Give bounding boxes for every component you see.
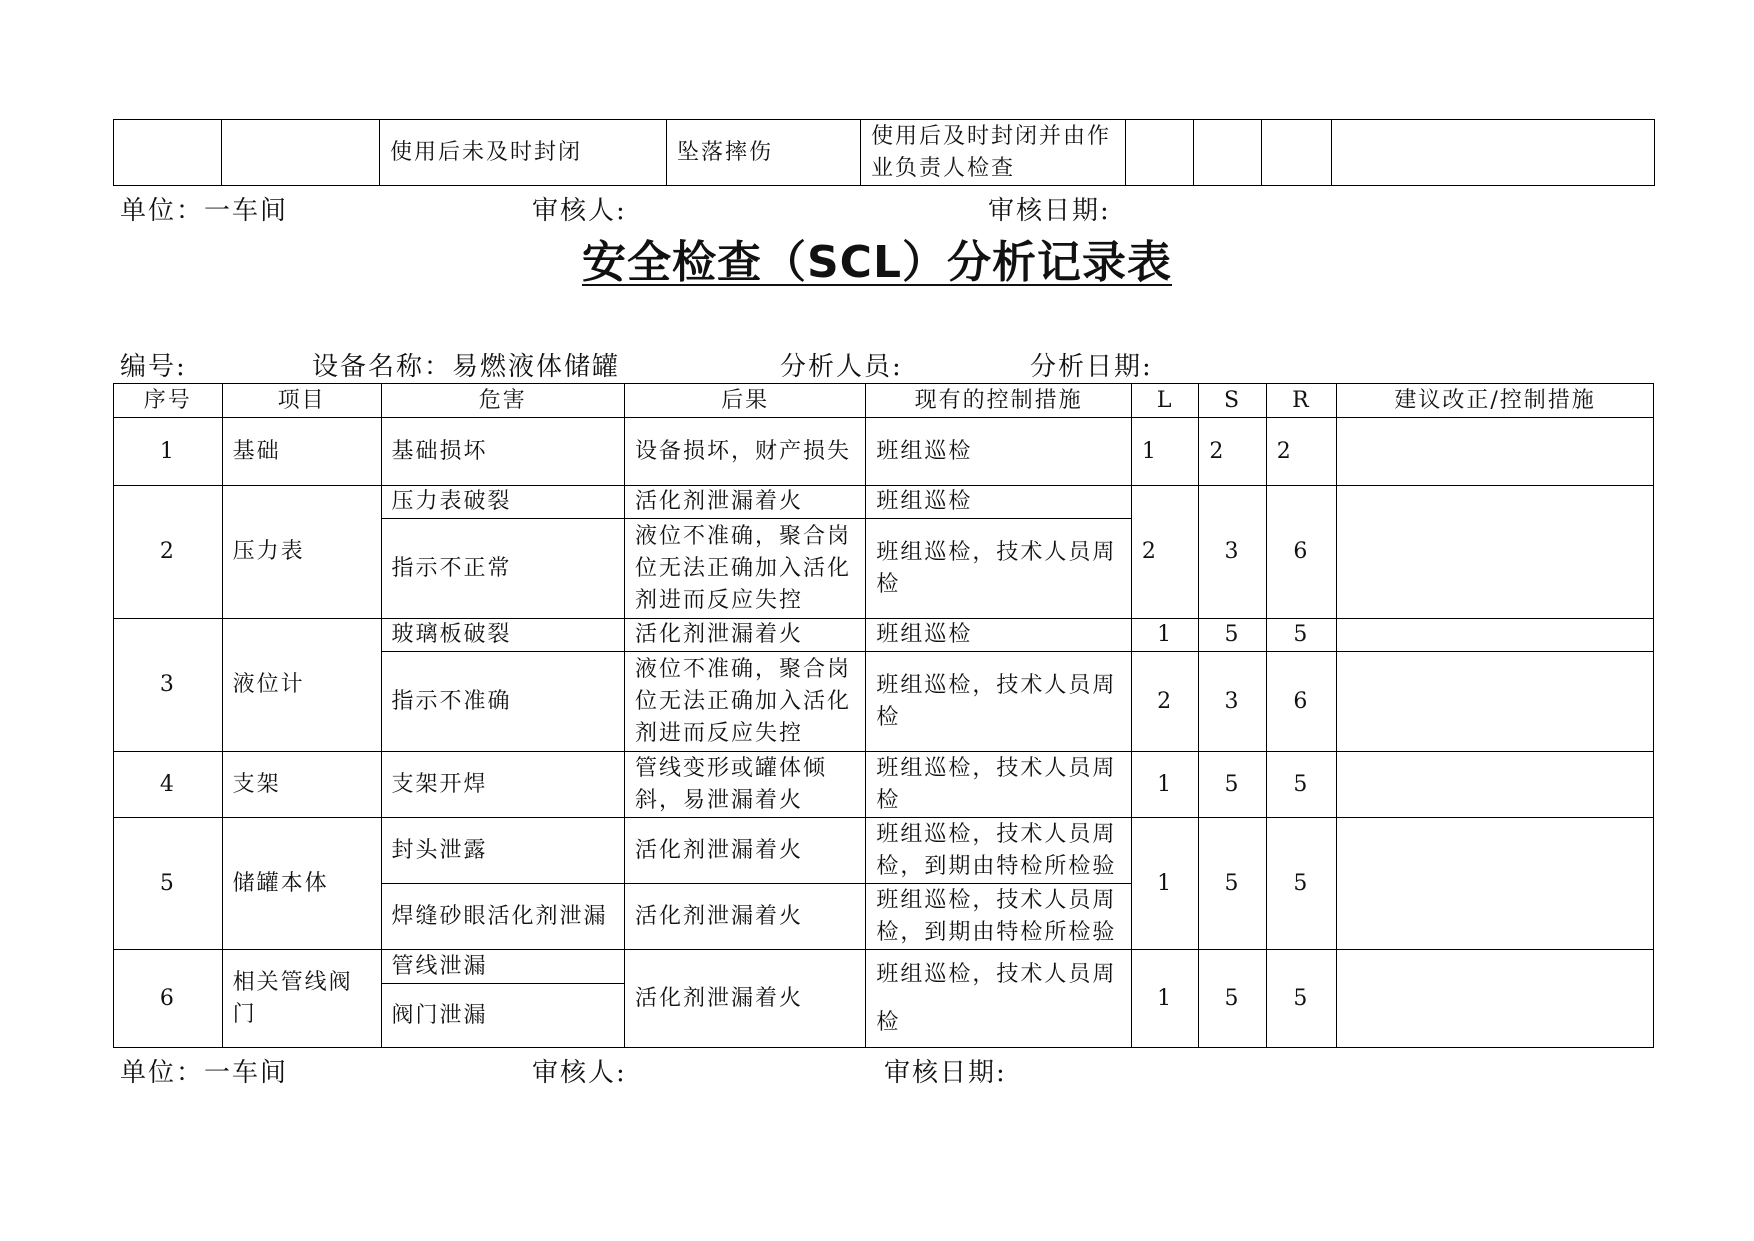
l-cell: 1 <box>1131 950 1198 1048</box>
item-cell: 储罐本体 <box>222 818 381 950</box>
table-row <box>114 752 1654 818</box>
suggestion-cell <box>1337 619 1654 652</box>
r-cell <box>1262 120 1332 186</box>
consequence-cell: 活化剂泄漏着火 <box>624 818 865 884</box>
hazard-cell: 指示不正常 <box>381 519 624 619</box>
l-cell: 1 <box>1131 818 1198 950</box>
consequence-cell: 液位不准确，聚合岗位无法正确加入活化剂进而反应失控 <box>624 652 865 752</box>
r-cell: 5 <box>1266 950 1336 1048</box>
item-cell: 支架 <box>222 752 381 818</box>
suggestion-cell <box>1337 818 1654 950</box>
hazard-cell: 压力表破裂 <box>381 486 624 519</box>
hazard-cell: 阀门泄漏 <box>381 984 624 1048</box>
control-cell: 班组巡检，技术人员周检 <box>866 652 1132 752</box>
footer-reviewer: 审核人: <box>532 196 627 226</box>
seq-cell: 6 <box>114 950 223 1048</box>
control-cell: 班组巡检 <box>866 619 1132 652</box>
suggestion-cell <box>1337 950 1654 1048</box>
footer-review-date: 审核日期: <box>988 196 1111 226</box>
hazard-cell: 指示不准确 <box>381 652 624 752</box>
hazard-cell: 支架开焊 <box>381 752 624 818</box>
item-cell: 液位计 <box>222 619 381 752</box>
header-r: R <box>1266 384 1336 418</box>
r-cell: 2 <box>1266 418 1336 486</box>
r-cell: 6 <box>1266 652 1336 752</box>
info-analysis-date: 分析日期: <box>1030 352 1153 382</box>
s-cell: 5 <box>1199 818 1266 950</box>
control-cell: 班组巡检，技术人员周检 <box>866 519 1132 619</box>
seq-cell: 3 <box>114 619 223 752</box>
consequence-cell: 坠落摔伤 <box>667 120 861 186</box>
l-cell: 2 <box>1131 652 1198 752</box>
control-cell: 使用后及时封闭并由作业负责人检查 <box>861 120 1126 186</box>
continued-table-row <box>113 119 1655 186</box>
consequence-cell: 活化剂泄漏着火 <box>624 950 865 1048</box>
consequence-cell: 活化剂泄漏着火 <box>624 486 865 519</box>
s-cell: 3 <box>1199 486 1266 619</box>
suggestion-cell <box>1337 486 1654 619</box>
r-cell: 5 <box>1266 619 1336 652</box>
l-cell: 1 <box>1131 418 1198 486</box>
table-row <box>114 619 1654 652</box>
header-seq: 序号 <box>114 384 223 418</box>
info-analyst: 分析人员: <box>780 352 903 382</box>
table-row <box>114 818 1654 884</box>
hazard-cell: 封头泄露 <box>381 818 624 884</box>
seq-cell <box>114 120 222 186</box>
consequence-cell: 液位不准确，聚合岗位无法正确加入活化剂进而反应失控 <box>624 519 865 619</box>
scl-analysis-table <box>113 383 1654 1048</box>
seq-cell: 5 <box>114 818 223 950</box>
info-equipment: 设备名称：易燃液体储罐 <box>312 352 621 382</box>
control-cell: 班组巡检，技术人员周检，到期由特检所检验 <box>866 818 1132 884</box>
info-number: 编号: <box>120 352 187 382</box>
page-title <box>0 226 1754 290</box>
s-cell: 2 <box>1199 418 1266 486</box>
table-row <box>114 486 1654 519</box>
hazard-cell: 焊缝砂眼活化剂泄漏 <box>381 884 624 950</box>
hazard-cell: 玻璃板破裂 <box>381 619 624 652</box>
header-item: 项目 <box>222 384 381 418</box>
consequence-cell: 活化剂泄漏着火 <box>624 884 865 950</box>
page-title-text: 安全检查（SCL）分析记录表 <box>581 237 1173 288</box>
item-cell <box>222 120 380 186</box>
control-cell: 班组巡检 <box>866 418 1132 486</box>
suggestion-cell <box>1337 418 1654 486</box>
hazard-cell: 管线泄漏 <box>381 950 624 984</box>
item-cell: 基础 <box>222 418 381 486</box>
hazard-cell: 使用后未及时封闭 <box>380 120 667 186</box>
s-cell: 5 <box>1199 619 1266 652</box>
footer-review-date: 审核日期: <box>884 1058 1007 1088</box>
header-s: S <box>1199 384 1266 418</box>
control-cell: 班组巡检，技术人员周检 <box>866 752 1132 818</box>
consequence-cell: 设备损坏，财产损失 <box>624 418 865 486</box>
l-cell: 1 <box>1131 752 1198 818</box>
header-row <box>114 384 1654 418</box>
header-hazard: 危害 <box>381 384 624 418</box>
r-cell: 5 <box>1266 752 1336 818</box>
footer-reviewer: 审核人: <box>532 1058 627 1088</box>
item-cell: 压力表 <box>222 486 381 619</box>
l-cell: 1 <box>1131 619 1198 652</box>
seq-cell: 4 <box>114 752 223 818</box>
header-suggestion: 建议改正/控制措施 <box>1337 384 1654 418</box>
s-cell: 5 <box>1199 752 1266 818</box>
footer-unit: 单位：一车间 <box>120 1058 289 1088</box>
footer-unit: 单位：一车间 <box>120 196 289 226</box>
r-cell: 5 <box>1266 818 1336 950</box>
hazard-cell: 基础损坏 <box>381 418 624 486</box>
control-cell: 班组巡检，技术人员周检 <box>866 950 1132 1048</box>
header-control: 现有的控制措施 <box>866 384 1132 418</box>
r-cell: 6 <box>1266 486 1336 619</box>
suggestion-cell <box>1337 652 1654 752</box>
seq-cell: 2 <box>114 486 223 619</box>
table-row <box>114 120 1655 186</box>
s-cell: 5 <box>1199 950 1266 1048</box>
consequence-cell: 活化剂泄漏着火 <box>624 619 865 652</box>
suggestion-cell <box>1337 752 1654 818</box>
table-row <box>114 418 1654 486</box>
consequence-cell: 管线变形或罐体倾斜，易泄漏着火 <box>624 752 865 818</box>
l-cell: 2 <box>1131 486 1198 619</box>
suggestion-cell <box>1332 120 1655 186</box>
s-cell <box>1194 120 1262 186</box>
header-consequence: 后果 <box>624 384 865 418</box>
control-cell: 班组巡检 <box>866 486 1132 519</box>
s-cell: 3 <box>1199 652 1266 752</box>
header-l: L <box>1131 384 1198 418</box>
control-cell: 班组巡检，技术人员周检，到期由特检所检验 <box>866 884 1132 950</box>
l-cell <box>1126 120 1194 186</box>
seq-cell: 1 <box>114 418 223 486</box>
table-row <box>114 950 1654 984</box>
item-cell: 相关管线阀门 <box>222 950 381 1048</box>
